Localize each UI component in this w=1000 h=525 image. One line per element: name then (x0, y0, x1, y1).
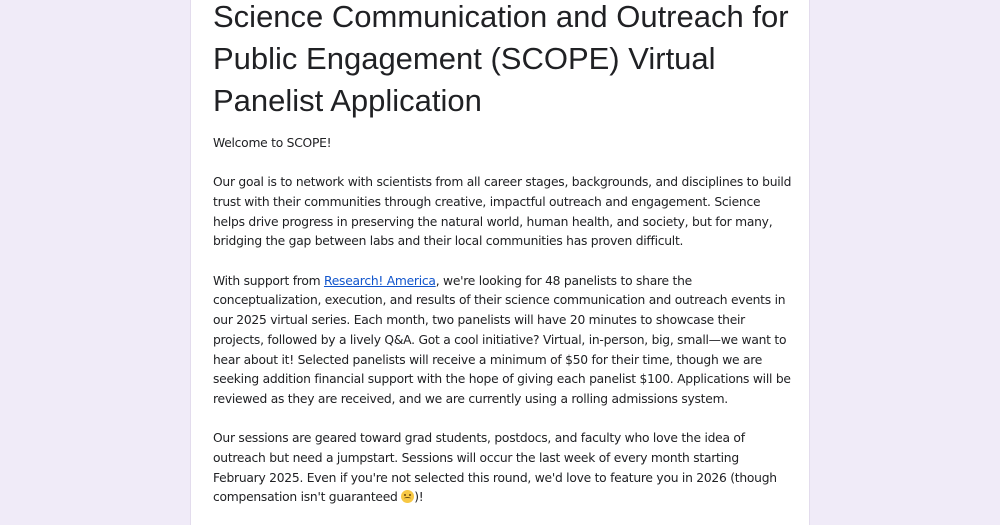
sessions-text: Our sessions are geared toward grad students, postdocs, and faculty who love the idea of outreach but need a jumpstart. Sessions will occur the last week of every month starting February 2025. Even if you're not selected this round, we'd love to feature you in 2026 (though compensation isn't guaranteed (213, 431, 777, 505)
research-america-link[interactable]: Research! America (323, 273, 436, 288)
support-text-before: With support from (213, 273, 324, 288)
support-text-after: , we're looking for 48 panelists to share the conceptualization, execution, and results of their science communication and outreach events in our 2025 virtual series. Each month, two panelists will have 20 minutes to showcase their projects, followed by a lively Q&A. Got a cool initiative? Virtual, in-person, big, small—we want to hear about it! Selected panelists will receive a minimum of $50 for their time, though we are seeking addition financial support with the hope of giving each panelist $100. Applications will be reviewed as they are received, and we are currently using a rolling admissions system. (213, 273, 791, 406)
goal-paragraph: Our goal is to network with scientists from all career stages, backgrounds, and disciplines to build trust with their communities through creative, impactful outreach and engagement. Science helps drive progress in preserving the natural world, human health, and society, but for many, bridging the gap between labs and their local communities has proven difficult. (213, 175, 792, 249)
sad-face-emoji-icon (401, 490, 414, 503)
sessions-paragraph (213, 429, 793, 508)
support-paragraph (213, 272, 793, 410)
form-title: Science Communication and Outreach for Public Engagement (SCOPE) Virtual Panelist Application (213, 0, 789, 118)
form-description (213, 134, 793, 525)
sessions-text-end: )! (414, 490, 424, 505)
form-card (190, 0, 810, 525)
welcome-text: Welcome to SCOPE! (213, 136, 332, 150)
